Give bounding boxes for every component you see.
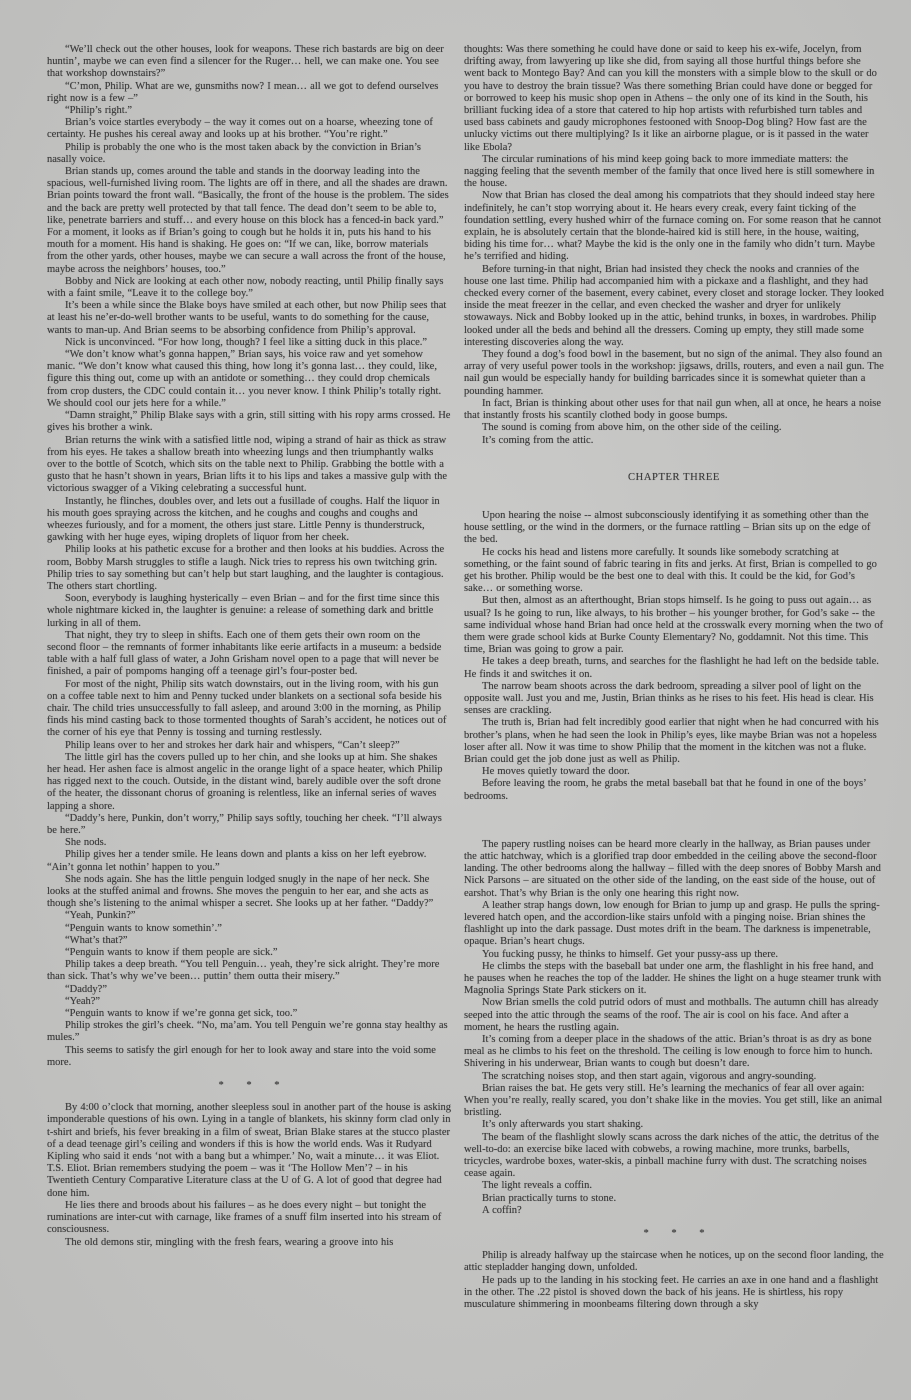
paragraph: In fact, Brian is thinking about other uses for that nail gun when, all at once, he hears a noise that instantly frosts his scantily clothed body in goose bumps. xyxy=(464,397,882,422)
text-column-left xyxy=(47,44,451,1384)
paragraph: The light reveals a coffin. xyxy=(482,1180,592,1192)
paragraph: The truth is, Brian had felt incredibly good earlier that night when he had concurred with his brother’s plans, when he had seen the look in Philip’s eyes, like maybe Brian was not a hopeless loser after all. Now it was time to show Philip that the moment in the kitchen was not a fluke. Brian could get the job done just as well as Philip. xyxy=(464,717,879,765)
paragraph: Brian raises the bat. He gets very still. He’s learning the mechanics of fear all over again: When you’re really, really scared, you don’t shake like in the movies. You get still, like an animal bristling. xyxy=(464,1082,883,1119)
paragraph: Now that Brian has closed the deal among his compatriots that they should indeed stay here indefinitely, he can’t stop worrying about it. He hears every creak, every faint ticking of the foundation settling, every hushed whirr of the furnace coming on. For some reason that he cannot explain, he is absolutely certain that the blonde-haired kid is still here, in the house, waiting, biding his time for… what? Maybe the kid is the only one in the family who didn’t turn. Maybe he’s terrified and hiding. xyxy=(464,190,882,263)
paragraph: A coffin? xyxy=(482,1204,522,1216)
paragraph: Bobby and Nick are looking at each other now, nobody reacting, until Philip finally says with a faint smile, “Leave it to the college boy.” xyxy=(47,275,444,300)
paragraph: thoughts: Was there something he could have done or said to keep his ex-wife, Jocelyn, from drifting away, from lawyering up like she did, from saying all those hurtful things before she went back to Montego Bay? And can you kill the monsters with a simple blow to the skull or do you have to destroy the brain tissue? Was there something Brian could have done or begged for or borrowed to keep his music shop open in Athens – the only one of its kind in the South, his brilliant fucking idea of a store that catered to hip hop artists with refurbished turn tables and used bass cabinets and gaudy microphones festooned with Snoop-Dog bling? How fast are the unlucky victims out there multiplying? Is it like an airborne plague, or is it passed in the water like Ebola? xyxy=(464,44,877,153)
chapter-heading: CHAPTER THREE xyxy=(628,471,720,483)
paragraph: Philip is probably the one who is the most taken aback by the conviction in Brian’s nasally voice. xyxy=(47,141,421,165)
paragraph: The sound is coming from above him, on the other side of the ceiling. xyxy=(482,422,782,434)
paragraph: The old demons stir, mingling with the fresh fears, wearing a groove into his xyxy=(65,1236,394,1248)
paragraph: He climbs the steps with the baseball bat under one arm, the flashlight in his free hand, and he pauses when he reaches the top of the ladder. He shines the light on a huge steamer trunk with Magnolia Springs State Park stickers on it. xyxy=(464,960,882,997)
paragraph: Brian stands up, comes around the table and stands in the doorway leading into the spacious, well-furnished living room. The lights are off in there, and all the shades are drawn. Brian points toward the front wall. “Basically, the front of the house is the problem. The sides and the back are pretty well protected by that tall fence. The dead don’t seem to be able to, like, penetrate barriers and stuff… and every house on this block has a fenced-in back yard.” For a moment, it looks as if Brian’s going to cough but he holds it in, puts his hand to his mouth for a moment. His hand is shaking. He goes on: “If we can, like, borrow materials from the other yards, other houses, maybe we can secure a wall across the front of the house, maybe across the neighbors’ houses, too.” xyxy=(47,166,449,275)
paragraph: The circular ruminations of his mind keep going back to more immediate matters: the nagging feeling that the seventh member of the family that once lived here is still somewhere in the house. xyxy=(464,153,875,190)
paragraph: Now Brian smells the cold putrid odors of must and mothballs. The autumn chill has already seeped into the attic through the seams of the roof. The air is cool on his face. And after a moment, he hears the rustling again. xyxy=(464,997,879,1033)
paragraph: “Damn straight,” Philip Blake says with a grin, still sitting with his ropy arms crossed. He gives his brother a wink. xyxy=(47,410,451,434)
paragraph: It’s only afterwards you start shaking. xyxy=(482,1119,644,1131)
paragraph: “C’mon, Philip. What are we, gunsmiths now? I mean… all we got to defend ourselves right now is a few –” xyxy=(47,80,439,104)
paragraph: Upon hearing the noise -- almost subconsciously identifying it as something other than the house settling, or the wind in the dormers, or the furnace rattling – Brian sits up on the edge of the bed. xyxy=(464,509,871,546)
paragraph: The narrow beam shoots across the dark bedroom, spreading a silver pool of light on the opposite wall. Just you and me, Justin, Brian thinks as he rises to his feet. His head is clear. His senses are crackling. xyxy=(464,680,874,717)
paragraph: They found a dog’s food bowl in the basement, but no sign of the animal. They also found an array of very useful power tools in the workshop: jigsaws, drills, routers, and even a nail gun. The nail gun would be especially handy for building barricades since it is somewhat quieter than a pounding hammer. xyxy=(464,349,884,397)
paragraph: You fucking pussy, he thinks to himself. Get your pussy-ass up there. xyxy=(482,948,778,960)
paragraph: She nods again. She has the little penguin lodged snugly in the nape of her neck. She looks at the stuffed animal and frowns. She moves the penguin to her ear, and she acts as though she’s listening to the animal whisper a secret. She looks up at her father. “Daddy?” xyxy=(47,873,434,910)
paragraph: “Yeah?” xyxy=(65,995,101,1007)
paragraph: Nick is unconvinced. “For how long, though? I feel like a sitting duck in this place.” xyxy=(65,336,428,348)
paragraph: Philip gives her a tender smile. He leans down and plants a kiss on her left eyebrow. “Ain’t gonna let nothin’ happen to you.” xyxy=(47,849,427,873)
paragraph: Soon, everybody is laughing hysterically – even Brian – and for the first time since this whole nightmare kicked in, the laughter is genuine: a release of something dark and brittle lurking in all of them. xyxy=(47,593,440,629)
paragraph: That night, they try to sleep in shifts. Each one of them gets their own room on the second floor – the remnants of former inhabitants like eerie artifacts in a museum: a bedside table with a half full glass of water, a John Grisham novel open to a page that will never be finished, a pair of pompoms hanging off a teenage girl’s four-poster bed. xyxy=(47,629,442,678)
paragraph: Before leaving the room, he grabs the metal baseball bat that he found in one of the boys’ bedrooms. xyxy=(464,778,866,802)
paragraph: This seems to satisfy the girl enough for her to look away and stare into the void some more. xyxy=(47,1044,436,1068)
paragraph: Brian practically turns to stone. xyxy=(482,1192,617,1204)
paragraph: A leather strap hangs down, low enough for Brian to jump up and grasp. He pulls the spring-levered hatch open, and the accordion-like stairs unfold with a pinging noise. Brian shines the flashlight up into the dark passage. Dust motes drift in the beam. The darkness is impenetrable, opaque. Brian’s heart chugs. xyxy=(464,899,880,948)
paragraph: Brian’s voice startles everybody – the way it comes out on a hoarse, wheezing tone of certainty. He pushes his cereal away and looks up at his brother. “You’re right.” xyxy=(47,117,433,141)
paragraph: “Daddy’s here, Punkin, don’t worry,” Philip says softly, touching her cheek. “I’ll always be here.” xyxy=(47,812,442,836)
paragraph: “We don’t know what’s gonna happen,” Brian says, his voice raw and yet somehow manic. “We don’t know what caused this thing, how long it’s gonna last… they could, like, figure this thing out, come up with an antidote or something… they could drop chemicals from crop dusters, the CDC could contain it… you never know. I think Philip’s totally right. We should cool our jets here for a while.” xyxy=(47,349,442,409)
paragraph: “Penguin wants to know somethin’.” xyxy=(65,922,222,934)
paragraph: “Yeah, Punkin?” xyxy=(65,910,136,922)
paragraph: It’s been a while since the Blake boys have smiled at each other, but now Philip sees that at least his ne’er-do-well brother wants to be useful, wants to do something for the cause, wants to man-up. And Brian seems to be absorbing confidence from Philip’s approval. xyxy=(47,300,447,336)
section-separator: * * * xyxy=(643,1228,715,1240)
paragraph: “Penguin wants to know if we’re gonna get sick, too.” xyxy=(65,1008,298,1020)
text-column-right xyxy=(464,44,884,1384)
scene-break-gap xyxy=(464,803,884,839)
paragraph: Philip leans over to her and strokes her dark hair and whispers, “Can’t sleep?” xyxy=(65,739,400,751)
paragraph: The papery rustling noises can be heard more clearly in the hallway, as Brian pauses under the attic hatchway, which is a glorified trap door embedded in the ceiling above the second-floor landing. The other bedrooms along the hallway – filled with the deep snores of Bobby Marsh and Nick Parsons – are situated on the other side of the landing, on the east side of the house, out of earshot. That’s why Brian is the only one hearing this right now. xyxy=(464,838,881,899)
paragraph: “What’s that?” xyxy=(65,934,128,946)
paragraph: By 4:00 o’clock that morning, another sleepless soul in another part of the house is asking imponderable questions of his own. Lying in a tangle of blankets, his skinny form clad only in t-shirt and briefs, his fever breaking in a film of sweat, Brian Blake stares at the stucco plaster of a dead teenage girl’s ceiling and wonders if this is how the world ends. Was it Rudyard Kipling who said it ends ‘not with a bang but a whimper.’ No, wait a minute… it was Eliot. T.S. Eliot. Brian remembers studying the poem – was it ‘The Hollow Men’? – in his Twentieth Century Comparative Literature class at the U of G. A lot of good that degree had done him. xyxy=(47,1102,452,1199)
paragraph: “Penguin wants to know if them people are sick.” xyxy=(65,947,278,959)
paragraph: Philip takes a deep breath. “You tell Penguin… yeah, they’re sick alright. They’re more than sick. That’s why we’ve been… puttin’ them outta their misery.” xyxy=(47,959,440,983)
paragraph: He takes a deep breath, turns, and searches for the flashlight he had left on the bedside table. He finds it and switches it on. xyxy=(464,656,879,680)
paragraph: Philip looks at his pathetic excuse for a brother and then looks at his buddies. Across the room, Bobby Marsh struggles to stifle a laugh. Nick tries to repress his own twitching grin. Philip tries to say something but can’t help but start laughing, and the laughter is contagious. The others start chortling. xyxy=(47,544,445,592)
paragraph: “Daddy?” xyxy=(65,983,107,995)
paragraph: Instantly, he flinches, doubles over, and lets out a fusillade of coughs. Half the liquor in his mouth goes spraying across the kitchen, and he coughs and coughs and coughs and wheezes furiously, and for a moment, the others just stare. Little Penny is thunderstruck, gawking with her huge eyes, wiping droplets of liquor from her cheek. xyxy=(47,495,440,544)
paragraph: She nods. xyxy=(65,837,107,849)
paragraph: He lies there and broods about his failures – as he does every night – but tonight the ruminations are inter-cut with carnage, like frames of a snuff film inserted into his stream of consciousness. xyxy=(47,1199,442,1236)
paragraph: The little girl has the covers pulled up to her chin, and she looks up at him. She shakes her head. Her ashen face is almost angelic in the orange light of a space heater, which Philip has rigged next to the couch. Outside, in the distant wind, barely audible over the soft drone of the heater, the dissonant chorus of groaning is relentless, like an infernal series of waves lapping a shore. xyxy=(47,751,443,812)
paragraph: Before turning-in that night, Brian had insisted they check the nooks and crannies of the house one last time. Philip had accompanied him with a pickaxe and a flashlight, and they had checked every corner of the basement, every cabinet, every closet and storage locker. They looked inside the meat freezer in the cellar, and even checked the washer and dryer for unlikely stowaways. Nick and Bobby looked up in the attic, behind trunks, in boxes, in wardrobes. Philip looked under all the beds and behind all the dressers. Coming up empty, they still made some interesting discoveries along the way. xyxy=(464,263,884,348)
paragraph: He cocks his head and listens more carefully. It sounds like somebody scratching at something, or the faint sound of fabric tearing in fits and jerks. At first, Brian is compelled to go get his brother. Philip would be the best one to deal with this. It could be the kid, for God’s sake… or something worse. xyxy=(464,546,877,595)
section-separator: * * * xyxy=(218,1080,290,1092)
paragraph: He moves quietly toward the door. xyxy=(482,766,630,778)
paragraph: For most of the night, Philip sits watch downstairs, out in the living room, with his gun on a coffee table next to him and Penny tucked under blankets on a sectional sofa beside his chair. The child tries unsuccessfully to fall asleep, and around 3:00 in the morning, as Philip finds his mind casting back to those tormented thoughts of Sarah’s accident, he notices out of the corner of his eye that Penny is tossing and turning restlessly. xyxy=(47,678,447,739)
paragraph: The scratching noises stop, and then start again, vigorous and angry-sounding. xyxy=(482,1070,817,1082)
paragraph: Brian returns the wink with a satisfied little nod, wiping a strand of hair as thick as straw from his eyes. He takes a shallow breath into wheezing lungs and then triumphantly walks over to the bottle of Scotch, which sits on the table next to Philip. Grabbing the bottle with a gusto that he hasn’t shown in years, Brian lifts it to his lips and takes a massive gulp with the victorious swagger of a Viking celebrating a successful hunt. xyxy=(47,434,448,495)
paragraph: It’s coming from the attic. xyxy=(482,434,594,446)
paragraph: But then, almost as an afterthought, Brian stops himself. Is he going to puss out again… as usual? Is he going to run, like always, to his brother – his younger brother, for God’s sake -- the same individual whose hand Brian had once held at the crosswalk every morning when the two of them were grade school kids at Burke County Elementary? No, goddamnit. Not this time. This time, Brian was going to grow a pair. xyxy=(464,595,884,656)
paragraph: He pads up to the landing in his stocking feet. He carries an axe in one hand and a flashlight in the other. The .22 pistol is shoved down the back of his jeans. He is shirtless, his ropy musculature shimmering in moonbeams filtering down through a sky xyxy=(464,1274,879,1311)
paragraph: “We’ll check out the other houses, look for weapons. These rich bastards are big on deer huntin’, maybe we can even find a silencer for the Ruger… hell, we can make one. You see that workshop downstairs?” xyxy=(47,44,444,80)
paragraph: “Philip’s right.” xyxy=(65,105,132,117)
paragraph: The beam of the flashlight slowly scans across the dark niches of the attic, the detritus of the well-to-do: an exercise bike laced with cobwebs, a rowing machine, more trunks, barbells, tricycles, wardrobe boxes, water-skis, a pinball machine furry with dust. The scratching noises cease again. xyxy=(464,1131,879,1180)
paragraph: Philip is already halfway up the staircase when he notices, up on the second floor landing, the attic stepladder hanging down, unfolded. xyxy=(464,1250,884,1274)
paragraph: It’s coming from a deeper place in the shadows of the attic. Brian’s throat is as dry as bone meal as he climbs to his feet on the threshold. The ceiling is low enough to force him to hunch. Shivering in his underwear, Brian wants to cough but doesn’t dare. xyxy=(464,1034,873,1070)
paragraph: Philip strokes the girl’s cheek. “No, ma’am. You tell Penguin we’re gonna stay healthy as mules.” xyxy=(47,1020,448,1044)
